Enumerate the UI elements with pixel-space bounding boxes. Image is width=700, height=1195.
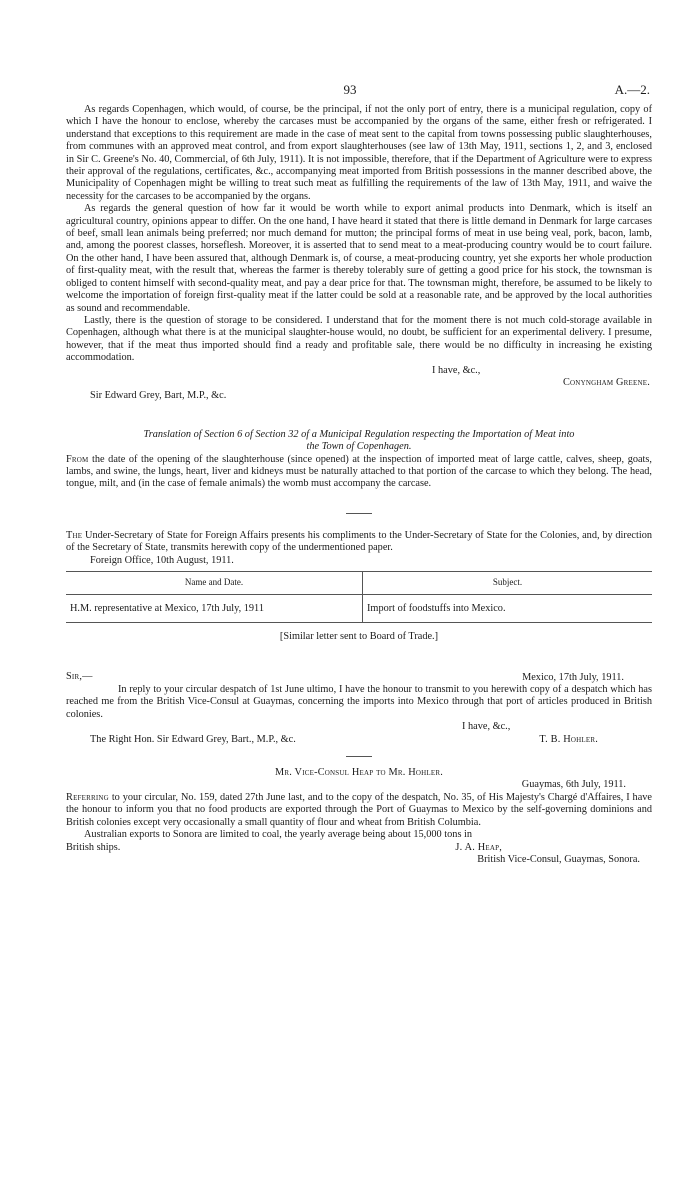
transmittal-paragraph — [66, 530, 652, 555]
letter1-signature: Conyngham Greene. — [562, 376, 650, 388]
letter3-place-date: Guaymas, 6th July, 1911. — [521, 779, 626, 791]
letter3-lead-word: Referring — [66, 791, 109, 803]
paper-table-cell-subject: Import of foodstuffs into Mexico. — [363, 595, 653, 622]
translation-body: the date of the opening of the slaughterhouse (since opened) at the inspection of imported meat of large cattle, calves, sheep, goats, lambs, and swine, the lungs, heart, liver and kidneys must be naturally attached to that portion of the carcase to which they belong. The head, tongue, milt, and (in the case of female animals) the womb must accompany the carcase. — [66, 453, 652, 490]
transmittal-note: [Similar letter sent to Board of Trade.] — [279, 630, 439, 642]
paper-table — [66, 571, 652, 623]
letter1-paragraph-1: As regards Copenhagen, which would, of course, be the principal, if not the only port of entry, there is a municipal regulation, copy of which I have the honour to enclose, whereby the carcases must be accompanied by the organs of the same, either fresh or refrigerated. I understand that exceptions to this requirement are made in the case of meat sent to the capital from towns possessing public slaughterhouses, from communes with an approved meat control, and from export slaughterhouses (see law of 13th May, 1911, sections 1, 2, and 3, enclosed in Sir C. Greene's No. 40, Commercial, of 6th July, 1911). It is not impossible, therefore, that if the Department of Agriculture were to express their approval of the regulations, certificates, &c., accompanying meat imported from British possessions in the manner described above, the Municipality of Copenhagen might be willing to treat such meat as fulfilling the requirements of the law of 13th May, 1911, and waive the necessity for the carcases to be accompanied by the organs. — [66, 104, 652, 202]
letter2-footer — [66, 734, 652, 746]
paper-table-row — [66, 595, 652, 622]
letter3-paragraph-2: Australian exports to Sonora are limited to coal, the yearly average being about 15,000 tons in — [84, 829, 473, 841]
letter3-heading: Mr. Vice-Consul Heap to Mr. Hohler. — [274, 767, 444, 779]
letter2-body: In reply to your circular despatch of 1st June ultimo, I have the honour to transmit to you herewith copy of a despatch which has reached me from the British Vice-Consul at Guaymas, concerning the imports into Mexico through that port of articles produced in British colonies. — [66, 684, 652, 720]
letter2-closing: I have, &c., — [462, 721, 511, 733]
letter3-paragraph-2-end: British ships. — [66, 841, 121, 853]
letter1-paragraph-3: Lastly, there is the question of storage to be considered. I understand that for the moment there is not much cold-storage available in Copenhagen, although what there is at the municipal slaughter-house would, no doubt, be sufficient for an experimental delivery. I presume, however, that if the meat thus imported should find a ready and profitable sale, there would be no difficulty in increasing he existing accommodation. — [66, 314, 652, 364]
translation-lead-word: From — [66, 453, 89, 465]
letter2-signature: T. B. Hohler. — [539, 733, 598, 745]
transmittal-date: Foreign Office, 10th August, 1911. — [90, 554, 234, 566]
transmittal-body: Under-Secretary of State for Foreign Affairs presents his compliments to the Under-Secretary of State for the Colonies, and, by direction of the Secretary of State, transmits herewith copy of the undermentioned paper. — [66, 529, 653, 554]
letter2-addressee: The Right Hon. Sir Edward Grey, Bart., M.P., &c. — [90, 733, 296, 745]
page-number: 93 — [343, 82, 357, 97]
letter1-paragraph-2: As regards the general question of how far it would be worth while to export animal products into Denmark, which is itself an agricultural country, opinions appear to differ. On the one hand, I have heard it stated that there is little demand in Denmark for large carcases of beef, small lean animals being preferred; nor much demand for mutton; the principal forms of meat in use being veal, pork, bacon, lamb, and, among the poorest classes, horseflesh. Moreover, it is asserted that to send meat to a meat-producing country would be to court failure. On the other hand, I have been assured that, although Denmark is, of course, a meat-producing country, yet she exports her whole production of first-quality meat, with the result that, whereas the farmer is thereby tolerably sure of getting a good price for his stock, the townsman is obliged to content himself with second-quality meat, and pay a dear price for that. The townsman might, therefore, be assumed to be likely to welcome the importation of foreign first-quality meat if the latter could be sold at a reasonable rate, and be approved by the local authorities as sound and recommendable. — [66, 203, 652, 314]
document-body — [66, 104, 652, 866]
letter3-body: to your circular, No. 159, dated 27th June last, and to the copy of the despatch, No. 35, of His Majesty's Chargé d'Affaires, I have the honour to inform you that no food products are exported through the Port of Guaymas to Mexico by the self-governing dominions and British colonies except very occasionally a small quantity of flour and wheat from British Columbia. — [66, 791, 652, 828]
document-reference: A.—2. — [614, 82, 650, 97]
translation-title-line-1: Translation of Section 6 of Section 32 of a Municipal Regulation respecting the Importation of Meat into — [143, 428, 575, 440]
paper-table-col-subject: Subject. — [363, 572, 653, 595]
letter2-salutation: Sir,— — [66, 671, 93, 683]
paper-table-col-name-date: Name and Date. — [66, 572, 363, 595]
letter2-place-date: Mexico, 17th July, 1911. — [522, 671, 624, 683]
letter3-signer-title: British Vice-Consul, Guaymas, Sonora. — [477, 853, 640, 865]
letter1-closing: I have, &c., — [432, 364, 481, 376]
letter3-paragraph-1 — [66, 792, 652, 829]
letter3-footer — [66, 842, 652, 854]
transmittal-lead-word: The — [66, 529, 83, 541]
translation-title-line-2: the Town of Copenhagen. — [306, 441, 412, 453]
paper-table-cell-name-date: H.M. representative at Mexico, 17th July, 1911 — [66, 595, 363, 622]
letter3-signature: J. A. Heap, — [455, 841, 502, 853]
letter1-addressee: Sir Edward Grey, Bart, M.P., &c. — [90, 390, 227, 402]
translation-paragraph — [66, 454, 652, 491]
paper-table-header — [66, 572, 652, 595]
